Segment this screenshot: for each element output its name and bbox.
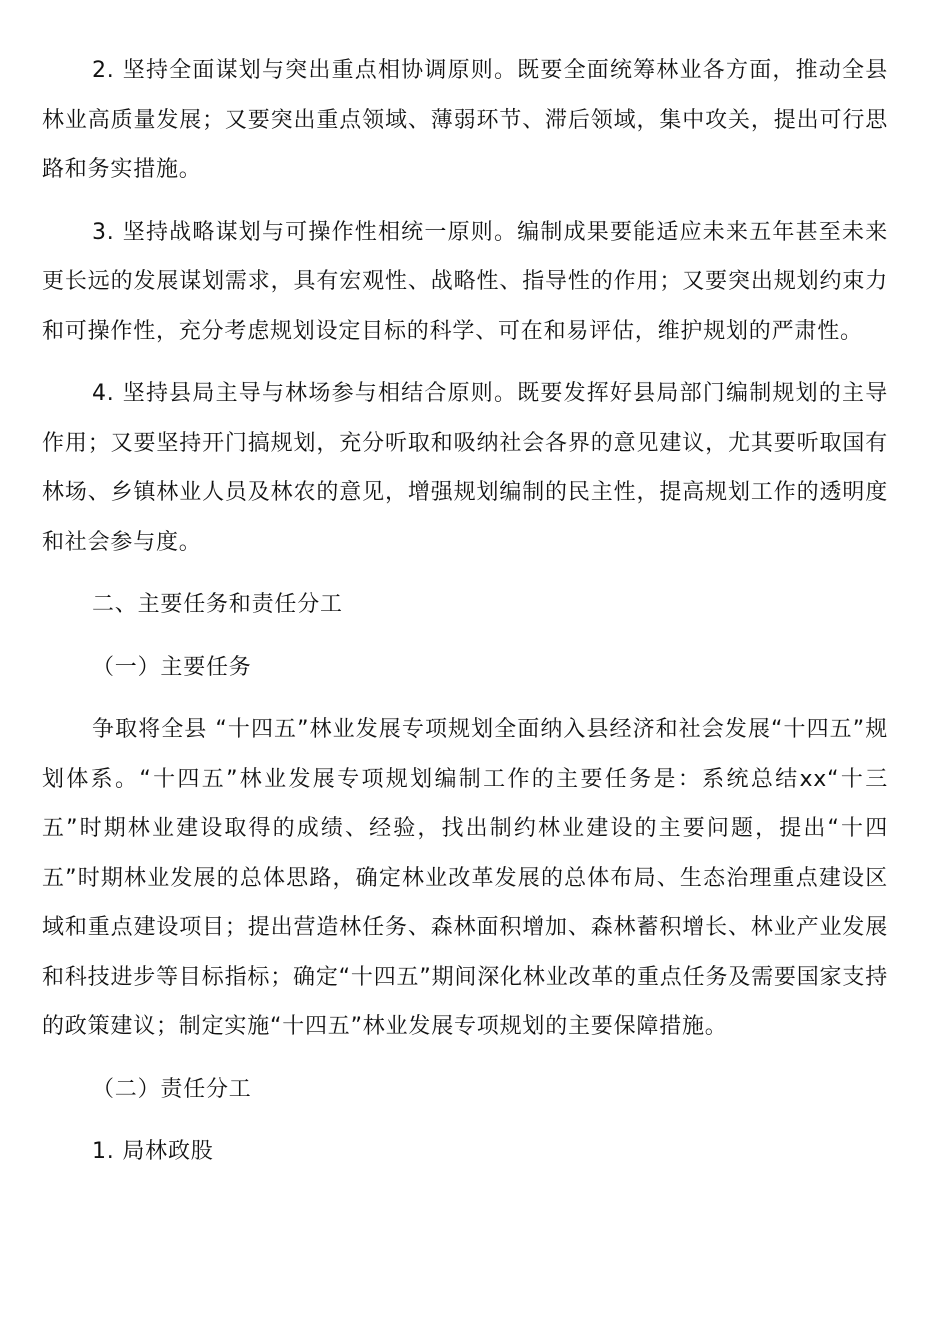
principle-3-paragraph: 3. 坚持战略谋划与可操作性相统一原则。编制成果要能适应未来五年甚至未来更长远的发展谋划需求，具有宏观性、战略性、指导性的作用；又要突出规划约束力和可操作性，充分考虑规划设定目标的科学、可在和易评估，维护规划的严肃性。: [42, 219, 888, 344]
document-body: [42, 46, 888, 1190]
section-2-heading: 二、主要任务和责任分工: [92, 592, 343, 617]
principle-4-paragraph: 4. 坚持县局主导与林场参与相结合原则。既要发挥好县局部门编制规划的主导作用；又要坚持开门搞规划，充分听取和吸纳社会各界的意见建议，尤其要听取国有林场、乡镇林业人员及林农的意见，增强规划编制的民主性，提高规划工作的透明度和社会参与度。: [42, 381, 888, 555]
subsection-2-heading: （二）责任分工: [92, 1076, 252, 1102]
main-tasks-paragraph: 争取将全县 “十四五”林业发展专项规划全面纳入县经济和社会发展“十四五”规划体系。“十四五”林业发展专项规划编制工作的主要任务是：系统总结xx“十三五”时期林业建设取得的成绩、经验，找出制约林业建设的主要问题，提出“十四五”时期林业发展的总体思路，确定林业改革发展的总体布局、生态治理重点建设区域和重点建设项目；提出营造林任务、森林面积增加、森林蓄积增长、林业产业发展和科技进步等目标指标；确定“十四五”期间深化林业改革的重点任务及需要国家支持的政策建议；制定实施“十四五”林业发展专项规划的主要保障措施。: [42, 717, 888, 1039]
item-1-heading: 1. 局林政股: [92, 1139, 214, 1164]
principle-2-paragraph: 2. 坚持全面谋划与突出重点相协调原则。既要全面统筹林业各方面，推动全县林业高质量发展；又要突出重点领域、薄弱环节、滞后领域，集中攻关，提出可行思路和务实措施。: [42, 58, 888, 182]
subsection-1-heading: （一）主要任务: [92, 654, 252, 680]
